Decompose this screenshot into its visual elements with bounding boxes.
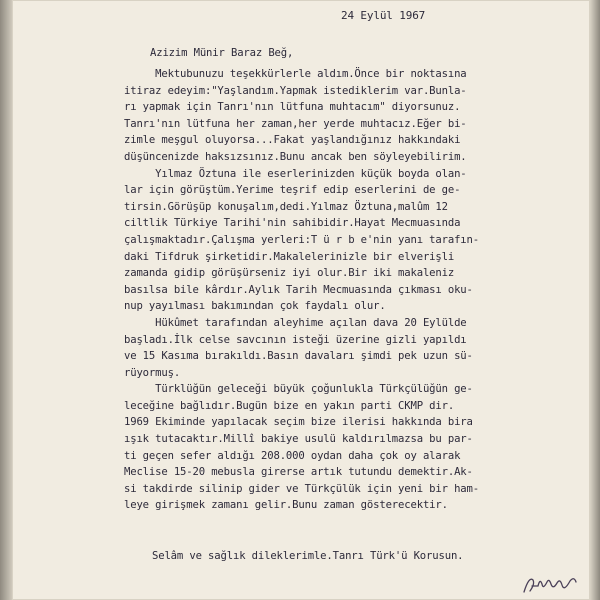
letter-date: 24 Eylül 1967 [341,9,426,22]
signature [520,572,580,596]
page-edge-right [590,0,600,600]
page-edge-left [0,0,12,600]
letter-salutation: Azizim Münir Baraz Beğ, [150,47,294,59]
letter-sheet [12,0,590,600]
letter-body: Mektubunuzu teşekkürlerle aldım.Önce bir noktasına itiraz edeyim:"Yaşlandım.Yapmak istediklerim var.Bunla- rı yapmak için Tanrı'nın lütfuna muhtacım" diyorsunuz. Tanrı'nın lütfuna her zaman,her yerde muhtacız.Eğer bi- zimle meşgul oluyorsa...Fakat yaşlandığınız hakkındaki düşüncenizde haksızsınız.Bunu ancak ben söyleyebilirim. Yılmaz Öztuna ile eserlerinizden küçük boyda olan- lar için görüştüm.Yerime teşrif edip eserlerini de ge- tirsin.Görüşüp konuşalım,dedi.Yılmaz Öztuna,malûm 12 ciltlik Türkiye Tarihi'nin sahibidir.Hayat Mecmuasında çalışmaktadır.Çalışma yerleri:T ü r b e'nin yanı tarafın- daki Tifdruk şirketidir.Makalelerinizle bir elverişli zamanda gidip görüşürseniz iyi olur.Bir iki makaleniz basılsa bile kârdır.Aylık Tarih Mecmuasında çıkması oku- nup yayılması bakımından çok faydalı olur. Hükûmet tarafından aleyhime açılan dava 20 Eylülde başladı.İlk celse savcının isteği üzerine gizli yapıldı ve 15 Kasıma bırakıldı.Basın davaları şimdi pek uzun sü- rüyormuş. Türklüğün geleceği büyük çoğunlukla Türkçülüğün ge- leceğine bağlıdır.Bugün bize en yakın parti CKMP dir. 1969 Ekiminde yapılacak seçim bize ilerisi hakkında bira ışık tutacaktır.Millî bakiye usulü kaldırılmazsa bu par- ti geçen sefer aldığı 208.000 oydan daha çok oy alarak Meclise 15-20 mebusla girerse artık tutundu demektir.Ak- si takdirde silinip gider ve Türkçülük için yeni bir ham- leye girişmek zamanı gelir.Bunu zaman gösterecektir. [124,68,479,512]
letter-closing: Selâm ve sağlık dileklerimle.Tanrı Türk'ü Korusun. [152,550,464,562]
